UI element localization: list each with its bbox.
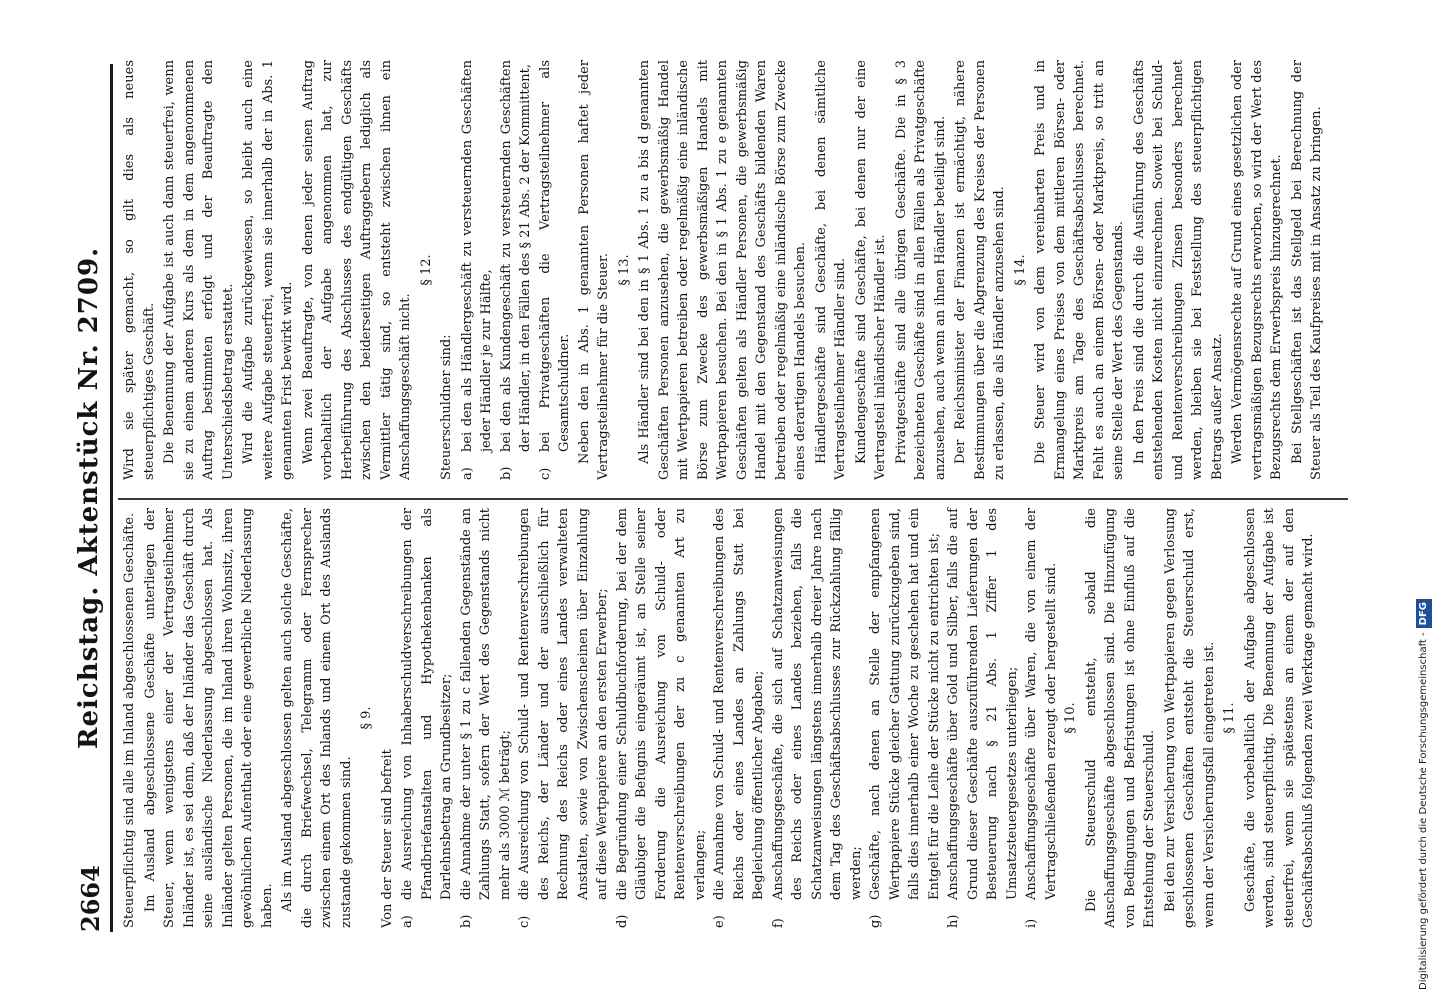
running-title: Reichstag. Aktenstück Nr. 2709. <box>74 246 104 750</box>
item-key: a) <box>400 915 415 928</box>
item-text: Anschaffungsgeschäfte über Gold und Silber, falls die auf Grund dieser Geschäfte auszuführenden Lieferungen der Besteuerung nach § 21 Abs. 1 Ziffer 1 des Umsatzsteuergesetzes unterliegen; <box>946 508 1020 900</box>
paragraph: Privatgeschäfte sind alle übrigen Geschäfte. Die in § 3 bezeichneten Geschäfte sind in allen Fällen als Privatgeschäfte anzusehen, auch wenn an ihnen Händler beteiligt sind. <box>893 60 948 480</box>
item-key: i) <box>1024 918 1039 928</box>
paragraph: Neben den in Abs. 1 genannten Personen haftet jeder Vertragsteilnehmer für die Steuer. <box>576 60 611 480</box>
dfg-logo: DFG <box>1416 599 1432 628</box>
item-key: e) <box>712 915 727 928</box>
list-item <box>398 508 457 928</box>
list-item <box>497 60 536 480</box>
list-item <box>457 508 516 928</box>
section-heading: § 14. <box>1012 254 1028 286</box>
paragraph: Von der Steuer sind befreit <box>379 749 395 928</box>
section-heading: § 11. <box>1222 702 1237 734</box>
digitization-credit <box>1416 10 1432 990</box>
item-text: die Begründung einer Schuldbuchforderung, bei der dem Gläubiger die Befugnis eingeräumt ist, an Stelle seiner Forderung die Ausreichung von Schuld- oder Rentenverschreibungen der zu c genannten Art zu verlangen; <box>614 508 708 900</box>
item-text: die Annahme der unter § 1 zu c fallenden Gegenstände an Zahlungs Statt, sofern der Wert des Gegenstands nicht mehr als 3000 ℳ beträgt; <box>458 508 513 900</box>
item-key: c) <box>517 915 532 928</box>
right-column <box>120 60 1328 480</box>
left-column <box>120 508 1320 928</box>
paragraph: Die Steuer wird von dem vereinbarten Preis und in Ermangelung eines Preises von dem mittleren Börsen- oder Marktpreis am Tage des Geschäftsabschlusses berechnet. Fehlt es auch an einem Börsen- oder Marktpreis, so tritt an seine Stelle der Wert des Gegenstands. <box>1033 60 1126 480</box>
item-key: h) <box>946 914 961 928</box>
column-divider <box>118 498 1348 500</box>
section-heading: § 9. <box>359 706 374 730</box>
item-text: die Ausreichung von Schuld- und Rentenverschreibungen des Reichs, der Länder und der ausschließlich für Rechnung des Reichs oder eines Landes verwalteten Anstalten, sowie von Zwischenscheinen über Einzahlung auf diese Wertpapiere an den ersten Erwerber; <box>517 508 610 900</box>
list-item <box>710 508 769 928</box>
item-key: a) <box>459 467 475 480</box>
item-text: die Ausreichung von Inhaberschuldverschreibungen der Pfandbriefanstalten und Hypothekenbanken als Darlehnsbetrag an Grundbesitzer; <box>400 508 454 900</box>
section-heading: § 12. <box>418 254 434 286</box>
paragraph: Als im Ausland abgeschlossen gelten auch solche Geschäfte, die durch Briefwechsel, Telegramm oder Fernsprecher zwischen einem Ort des Inlands und einem Ort des Auslands zustande gekommen sind. <box>280 508 354 928</box>
credit-text: Digitalisierung gefördert durch die Deutsche Forschungsgemeinschaft - <box>1418 632 1429 990</box>
item-text: bei den als Kundengeschäft zu versteuernden Geschäften der Händler, in den Fällen des § 21 Abs. 2 der Kommittent, <box>498 60 533 452</box>
paragraph: Händlergeschäfte sind Geschäfte, bei denen sämtliche Vertragsteilnehmer Händler sind. <box>813 60 848 480</box>
paragraph: Steuerschuldner sind: <box>439 334 454 480</box>
list-item <box>866 508 944 928</box>
paragraph: Im Ausland abgeschlossene Geschäfte unterliegen der Steuer, wenn wenigstens einer der Vertragsteilnehmer Inländer ist, es sei denn, daß der Inländer das Geschäft durch seine ausländische Niederlassung abgeschlossen hat. Als Inländer gelten Personen, die im Inland ihren Wohnsitz, ihren gewöhnlichen Aufenthalt oder eine gewerbliche Niederlassung haben. <box>142 508 275 928</box>
item-key: b) <box>498 466 514 480</box>
list-item <box>515 508 613 928</box>
paragraph: Kundengeschäfte sind Geschäfte, bei denen nur der eine Vertragsteil inländischer Händler ist. <box>853 60 888 480</box>
section-heading: § 10. <box>1063 702 1078 734</box>
paragraph: Bei den zur Versicherung von Wertpapieren gegen Verlosung geschlossenen Geschäften entsteht die Steuerschuld erst, wenn der Versicherungsfall eingetreten ist. <box>1162 508 1217 928</box>
list-item <box>1022 508 1061 928</box>
paragraph: Wird sie später gemacht, so gilt dies als neues steuerpflichtiges Geschäft. <box>122 60 157 480</box>
item-key: f) <box>770 918 786 928</box>
paragraph: Werden Vermögensrechte auf Grund eines gesetzlichen oder vertragsmäßigen Bezugsrechts erworben, so wird der Wert des Bezugsrechts dem Erwerbspreis hinzugerechnet. <box>1230 60 1284 480</box>
paragraph: Geschäfte, die vorbehaltlich der Aufgabe abgeschlossen werden, sind steuerpflichtig. Die Benennung der Aufgabe ist steuerfrei, wenn sie spätestens an einem der auf den Geschäftsabschluß folgenden zwei Werktage gemacht wird. <box>1242 508 1316 928</box>
list-item <box>536 60 575 480</box>
item-text: Anschaffungsgeschäfte, die sich auf Schatzanweisungen des Reichs oder eines Landes beziehen, falls die Schatzanweisungen längstens innerhalb dreier Jahre nach dem Tag des Geschäftsabschlusses zur Rückzahlung fällig werden; <box>770 508 864 900</box>
item-text: bei den als Händlergeschäft zu versteuernden Geschäften jeder Händler je zur Hälfte, <box>459 60 494 452</box>
item-text: Geschäfte, nach denen an Stelle der empfangenen Wertpapiere Stücke gleicher Gattung zurückzugeben sind, falls dies innerhalb einer Woche zu geschehen hat und ein Entgelt für die Leihe der Stücke nicht zu entrichten ist; <box>868 508 942 900</box>
paragraph: Die Benennung der Aufgabe ist auch dann steuerfrei, wenn sie zu einem anderen Kurs als dem in dem angenommenen Auftrag bestimmten erfolgt und der Beauftragte den Unterschiedsbetrag erstattet. <box>162 60 236 480</box>
list-item <box>944 508 1022 928</box>
item-key: c) <box>537 467 553 480</box>
paragraph: Steuerpflichtig sind alle im Inland abgeschlossenen Geschäfte. <box>122 512 137 928</box>
paragraph: Der Reichsminister der Finanzen ist ermächtigt, nähere Bestimmungen über die Abgrenzung des Kreises der Personen zu erlassen, die als Händler anzusehen sind. <box>953 60 1007 480</box>
item-text: die Annahme von Schuld- und Rentenverschreibungen des Reichs oder eines Landes an Zahlungs Statt bei Begleichung öffentlicher Abgaben; <box>712 508 766 900</box>
item-key: d) <box>614 914 630 928</box>
paragraph: Wenn zwei Beauftragte, von denen jeder seinen Auftrag vorbehaltlich der Aufgabe angenommen hat, zur Herbeiführung des Abschlusses des endgültigen Geschäfts zwischen den beiderseitigen Auftraggebern lediglich als Vermittler tätig sind, so entsteht zwischen ihnen ein Anschaffungsgeschäft nicht. <box>300 60 413 480</box>
page-header <box>70 64 114 932</box>
paragraph: Wird die Aufgabe zurückgewiesen, so bleibt auch eine weitere Aufgabe steuerfrei, wenn sie innerhalb der in Abs. 1 genannten Frist bewirkt wird. <box>241 60 295 480</box>
page-number: 2664 <box>76 865 105 932</box>
item-text: bei Privatgeschäften die Vertragsteilnehmer als Gesamtschuldner. <box>537 60 572 452</box>
header-rule <box>110 64 113 932</box>
item-text: Anschaffungsgeschäfte über Waren, die von einem der Vertragschließenden erzeugt oder hergestellt sind. <box>1024 508 1059 900</box>
list-item <box>769 508 867 928</box>
paragraph: Als Händler sind bei den in § 1 Abs. 1 zu a bis d genannten Geschäften Personen anzusehen, die gewerbsmäßig Handel mit Wertpapieren betreiben oder regelmäßig eine inländische Börse zum Zwecke des gewerbsmäßigen Handels mit Wertpapieren besuchen. Bei den in § 1 Abs. 1 zu e genannten Geschäften gelten als Händler Personen, die gewerbsmäßig Handel mit den Gegenstand des Geschäfts bildenden Waren betreiben oder regelmäßig eine inländische Börse zum Zwecke eines derartigen Handels besuchen. <box>637 60 808 480</box>
paragraph: In den Preis sind die durch die Ausführung des Geschäfts entstehenden Kosten nicht einzurechnen. Soweit bei Schuld- und Rentenverschreibungen Zinsen besonders berechnet werden, bleiben sie bei Feststellung des steuerpflichtigen Betrags außer Ansatz. <box>1131 60 1225 480</box>
section-heading: § 13. <box>616 254 632 286</box>
list-item <box>458 60 497 480</box>
item-key: b) <box>458 914 474 928</box>
list-item <box>613 508 711 928</box>
paragraph: Bei Stellgeschäften ist das Stellgeld bei Berechnung der Steuer als Teil des Kaufpreises mit in Ansatz zu bringen. <box>1289 60 1324 480</box>
item-key: g) <box>868 914 883 928</box>
paragraph: Die Steuerschuld entsteht, sobald die Anschaffungsgeschäfte abgeschlossen sind. Die Hinzufügung von Bedingungen und Befristungen ist ohne Einfluß auf die Entstehung der Steuerschuld. <box>1083 508 1157 928</box>
